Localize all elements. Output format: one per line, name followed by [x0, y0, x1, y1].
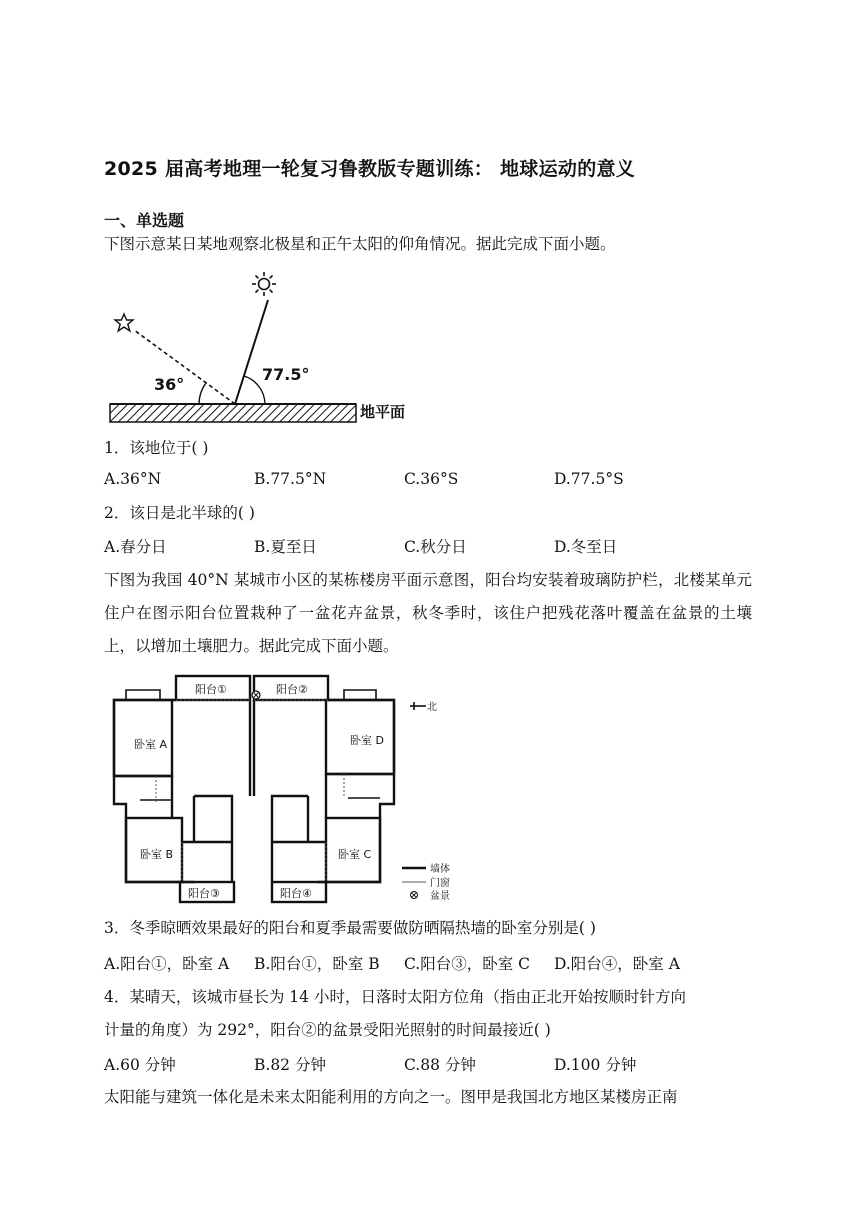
question-1-stem: 1．该地位于( ) — [104, 439, 209, 457]
question-2-stem: 2．该日是北半球的( ) — [104, 504, 255, 522]
question-3-stem: 3．冬季晾晒效果最好的阳台和夏季最需要做防晒隔热墙的卧室分别是( ) — [104, 919, 596, 937]
question-3-options — [104, 952, 764, 976]
option-c: C.36°S — [404, 470, 459, 488]
question-4-options — [104, 1053, 764, 1077]
option-b: B.阳台①，卧室 B — [254, 955, 380, 973]
passage-1: 下图示意某日某地观察北极星和正午太阳的仰角情况。据此完成下面小题。 — [104, 235, 616, 253]
figure-elevation-angles — [104, 266, 434, 426]
bedroom-c-label: 卧室 C — [338, 848, 372, 861]
balcony-4-label: 阳台④ — [280, 887, 312, 900]
option-d: D.100 分钟 — [554, 1056, 637, 1074]
option-d: D.冬至日 — [554, 538, 618, 556]
option-c: C.阳台③，卧室 C — [404, 955, 531, 973]
legend-window: 门窗 — [430, 878, 450, 889]
document-title: 2025 届高考地理一轮复习鲁教版专题训练： 地球运动的意义 — [104, 158, 636, 180]
option-d: D.阳台④，卧室 A — [554, 955, 680, 973]
balcony-1-label: 阳台① — [195, 683, 227, 696]
question-2-options — [104, 535, 764, 559]
north-arrow-icon — [410, 702, 426, 710]
option-b: B.夏至日 — [254, 538, 317, 556]
star-angle-arc — [199, 383, 206, 404]
question-4-stem-line1: 4．某晴天，该城市昼长为 14 小时，日落时太阳方位角（指由正北开始按顺时针方向 — [104, 988, 686, 1006]
legend-plant: 盆景 — [430, 891, 450, 902]
option-c: C.88 分钟 — [404, 1056, 476, 1074]
balcony-3-label: 阳台③ — [188, 887, 220, 900]
option-a: A.60 分钟 — [104, 1056, 176, 1074]
legend-wall: 墙体 — [430, 864, 450, 875]
question-4-stem-line2: 计量的角度）为 292°，阳台②的盆景受阳光照射的时间最接近( ) — [104, 1021, 551, 1039]
sun-icon — [252, 272, 276, 296]
plant-marker-icon — [252, 691, 260, 699]
sun-angle-label: 77.5° — [262, 365, 310, 384]
north-label: 北 — [427, 702, 437, 713]
star-icon — [115, 314, 133, 331]
passage-3: 太阳能与建筑一体化是未来太阳能利用的方向之一。图甲是我国北方地区某楼房正南 — [104, 1088, 678, 1106]
bedroom-b-label: 卧室 B — [140, 848, 174, 861]
figure-floor-plan — [104, 672, 460, 904]
bedroom-d-label: 卧室 D — [350, 734, 384, 747]
option-b: B.77.5°N — [254, 470, 327, 488]
polaris-sightline — [134, 330, 235, 404]
ground-label: 地平面 — [360, 403, 406, 421]
option-d: D.77.5°S — [554, 470, 624, 488]
balcony-2-label: 阳台② — [276, 683, 308, 696]
star-angle-label: 36° — [154, 375, 185, 394]
ground-hatch — [110, 404, 356, 422]
bedroom-a-label: 卧室 A — [134, 738, 168, 751]
option-a: A.阳台①，卧室 A — [104, 955, 230, 973]
option-a: A.36°N — [104, 470, 162, 488]
option-b: B.82 分钟 — [254, 1056, 326, 1074]
section-heading: 一、单选题 — [104, 211, 185, 230]
sun-sightline — [235, 300, 268, 404]
passage-2: 下图为我国 40°N 某城市小区的某栋楼房平面示意图，阳台均安装着玻璃防护栏，北楼某单元住户在图示阳台位置栽种了一盆花卉盆景，秋冬季时，该住户把残花落叶覆盖在盆景的土壤上，以增加土壤肥力。据此完成下面小题。 — [104, 571, 752, 655]
option-c: C.秋分日 — [404, 538, 467, 556]
question-1-options — [104, 470, 764, 494]
option-a: A.春分日 — [104, 538, 167, 556]
